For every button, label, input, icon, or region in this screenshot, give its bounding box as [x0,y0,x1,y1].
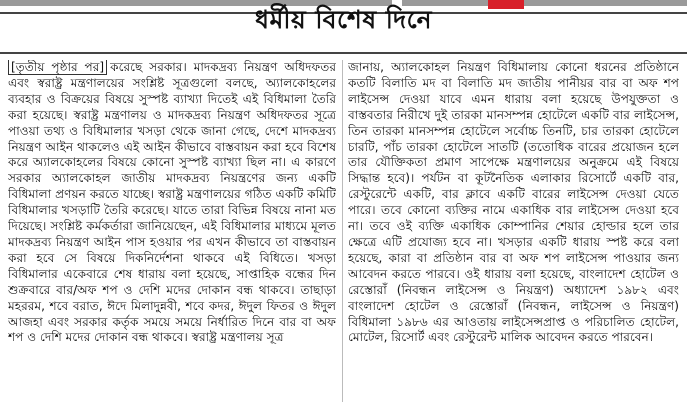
continuation-reference: [তৃতীয় পৃষ্ঠার পর] [8,60,107,75]
left-column [8,60,336,404]
left-column-paragraph [8,60,336,346]
left-column-text: করেছে সরকার। মাদকদ্রব্য নিয়ন্ত্রণ অধিদফতর এবং স্বরাষ্ট্র মন্ত্রণালয়ের সংশ্লিষ্ট সূত্রগুলো বলছে, অ্যালকোহলের ব্যবহার ও বিক্রয়ের বিষয়ে সুস্পষ্ট ব্যাখ্যা দিতেই এই বিধিমালা তৈরি করা হয়েছে। স্বরাষ্ট্র মন্ত্রণালয় ও মাদকদ্রব্য নিয়ন্ত্রণ অধিদফতর সূত্রে পাওয়া তথ্য ও বিধিমালার খসড়া থেকে জানা গেছে, দেশে মাদকদ্রব্য নিয়ন্ত্রণ আইন থাকলেও এই আইন কীভাবে বাস্তবায়ন করা হবে বিশেষ করে অ্যালকোহলের বিষয়ে কোনো সুস্পষ্ট ব্যাখ্যা ছিল না। এ কারণে সরকার অ্যালকোহল জাতীয় মাদকদ্রব্য নিয়ন্ত্রণের জন্য একটি বিধিমালা প্রণয়ন করতে যাচ্ছে। স্বরাষ্ট্র মন্ত্রণালয়ের গঠিত একটি কমিটি বিধিমালার খসড়াটি তৈরি করেছে। যাতে তারা বিভিন্ন বিষয়ে নানা মত দিয়েছে। সংশ্লিষ্ট কর্মকর্তারা জানিয়েছেন, এই বিধিমালার মাধ্যমে মূলত মাদকদ্রব্য নিয়ন্ত্রণ আইন পাস হওয়ার পর এখন কীভাবে তা বাস্তবায়ন করা হবে সে বিষয়ে দিকনির্দেশনা থাকবে এই বিধিতে। খসড়া বিধিমালার একেবারে শেষ ধারায় বলা হয়েছে, সাপ্তাহিক বন্ধের দিন শুক্রবারে বার/অফ শপ ও দেশি মদের দোকান বন্ধ থাকবে। তাছাড়া মহররম, শবে বরাত, ঈদে মিলাদুন্নবী, শবে কদর, ঈদুল ফিতর ও ঈদুল আজহা এবং সরকার কর্তৃক সময়ে সময়ে নির্ধারিত দিনে বার বা অফ শপ ও দেশি মদের দোকান বন্ধ থাকবে। স্বরাষ্ট্র মন্ত্রণালয় সূত্র [8,60,336,345]
right-column [348,60,679,404]
column-divider [342,60,343,402]
right-column-paragraph: জানায়, অ্যালকোহল নিয়ন্ত্রণ বিধিমালায় কোনো ধরনের প্রতিষ্ঠানে কতটি বিলাতি মদ বা বিলাতি মদ জাতীয় পানীয়র বার বা অফ শপ লাইসেন্স দেওয়া যাবে এমন ধারায় বলা হয়েছে উপযুক্ততা ও বাস্তবতার নিরীখে দুই তারকা মানসম্পন্ন হোটেলে একটি বার লাইসেন্স, তিন তারকা মানসম্পন্ন হোটেলে সর্বোচ্চ তিনটি, চার তারকা হোটেলে চারটি, পাঁচ তারকা হোটেলে সাতটি (ততোধিক বারের প্রয়োজন হলে তার যৌক্তিকতা প্রমাণ সাপেক্ষে মন্ত্রণালয়ের অনুক্রমে এই বিষয়ে সিদ্ধান্ত হবে)। পর্যটন বা কূটনৈতিক এলাকার রিসোর্টে একটি বার, রেস্টুরেন্টে একটি, বার ক্লাবে একটি বারের লাইসেন্স দেওয়া যেতে পারে। তবে কোনো ব্যক্তির নামে একাধিক বার লাইসেন্স দেওয়া হবে না। তবে ওই ব্যক্তি একাধিক কোম্পানির শেয়ার হোল্ডার হলে তার ক্ষেত্রে এটি প্রযোজ্য হবে না। খসড়ার একটি ধারায় স্পষ্ট করে বলা হয়েছে, কারা বা প্রতিষ্ঠান বার বা অফ শপ লাইসেন্স পাওয়ার জন্য আবেদন করতে পারবে। ওই ধারায় বলা হয়েছে, বাংলাদেশ হোটেল ও রেস্তোরাঁ (নিবন্ধন লাইসেন্স ও নিয়ন্ত্রণ) অধ্যাদেশ ১৯৮২ এবং বাংলাদেশ হোটেল ও রেস্তোরাঁ (নিবন্ধন, লাইসেন্স ও নিয়ন্ত্রণ) বিধিমালা ১৯৮৬ এর আওতায় লাইসেন্সপ্রাপ্ত ও পরিচালিত হোটেল, মোটেল, রিসোর্ট এবং রেস্টুরেন্ট মালিক আবেদন করতে পারবেন। [348,60,679,345]
article-headline: ধর্মীয় বিশেষ দিনে [254,5,433,34]
